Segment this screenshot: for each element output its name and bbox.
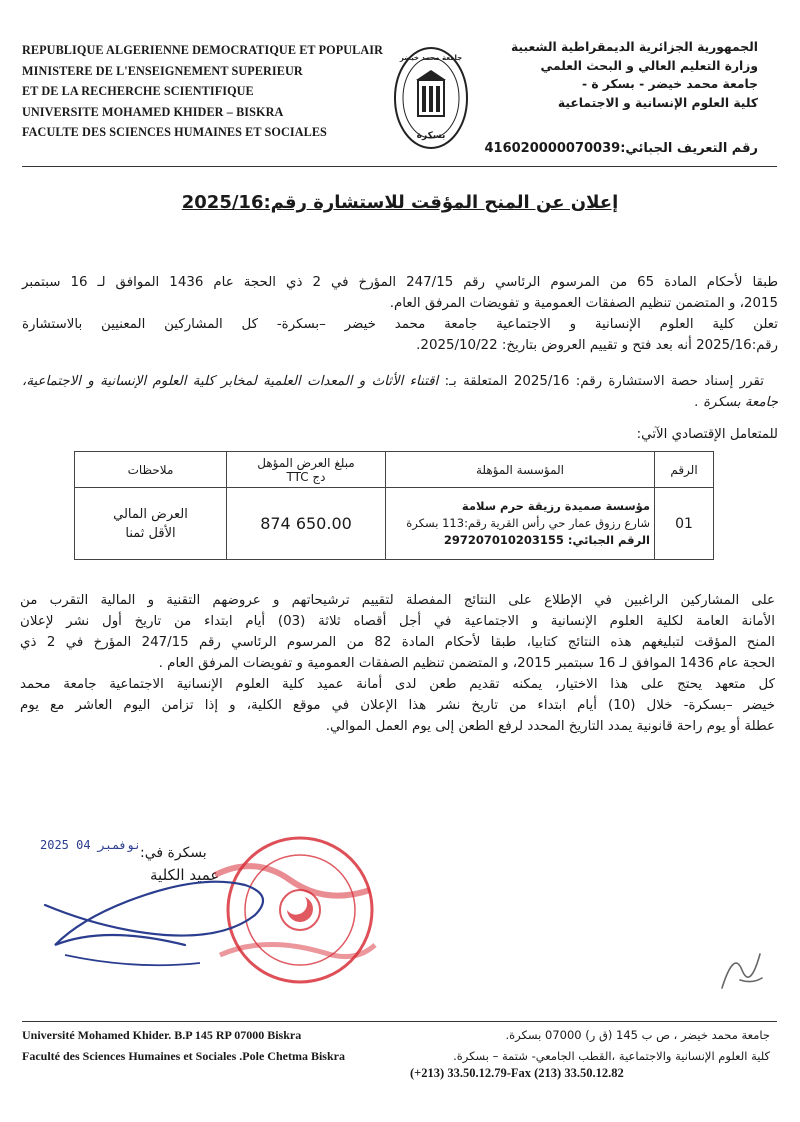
header-ar-line: كلية العلوم الإنسانية و الاجتماعية — [557, 95, 758, 110]
award-subject: اقتناء الأثاث و المعدات العلمية لمخابر كلية العلوم الإنسانية و الاجتماعية، جامعة بسكرة . — [22, 374, 778, 410]
header-fr-line: ET DE LA RECHERCHE SCIENTIFIQUE — [22, 84, 254, 98]
cell-number: 01 — [655, 488, 714, 560]
text-line: 2015، و المتضمن تنظيم الصفقات العمومية و تفويضات المرفق العام. — [389, 296, 778, 311]
cell-institution: مؤسسة صميدة رزيقة حرم سلامة شارع رزوق عمار حي رأس القرية رقم:113 بسكرة الرقم الجبائي: 297207010203155 — [386, 488, 655, 560]
paragraph-operator: للمتعامل الإقتصادي الآتي: — [636, 427, 778, 442]
cell-notes: العرض المالي الأقل ثمنا — [75, 488, 227, 560]
col-header-institution: المؤسسة المؤهلة — [386, 452, 655, 488]
handwritten-mark — [712, 940, 772, 1000]
footer-french — [22, 1025, 412, 1067]
page-title: إعلان عن المنح المؤقت للاستشارة رقم:2025/16 — [181, 192, 619, 213]
official-stamp — [25, 835, 385, 985]
footer-fr-line: Université Mohamed Khider. B.P 145 RP 07000 Biskra — [22, 1028, 302, 1042]
col-header-number: الرقم — [655, 452, 714, 488]
text-line: الأمانة العامة لكلية العلوم الإنسانية و الاجتماعية في أجل أقصاه ثلاثة (03) أيام ابتداء من تاريخ أول نشر لإعلان — [20, 614, 775, 629]
cell-amount: 874 650.00 — [227, 488, 386, 560]
footer-phone: (+213) 33.50.12.79-Fax (213) 33.50.12.82 — [410, 1066, 624, 1080]
header-fr-line: MINISTERE DE L'ENSEIGNEMENT SUPERIEUR — [22, 63, 303, 78]
footer-arabic — [390, 1025, 770, 1067]
footer-fr-line: Faculté des Sciences Humaines et Sociales .Pole Chetma Biskra — [22, 1049, 345, 1063]
header-fr-line: UNIVERSITE MOHAMED KHIDER – BISKRA — [22, 104, 284, 119]
header-fr-line: FACULTE DES SCIENCES HUMAINES ET SOCIALES — [22, 125, 327, 139]
paragraph-award — [22, 371, 778, 413]
table-header-row — [75, 452, 714, 488]
text-line: تعلن كلية العلوم الإنسانية و الاجتماعية جامعة محمد خيضر –بسكرة- كل المشاركين المعنيين بالاستشارة — [22, 317, 778, 332]
university-logo — [392, 46, 470, 150]
paragraph-legal-basis — [22, 272, 778, 356]
text-line: كل متعهد يحتج على هذا الاختيار، يمكنه تقديم طعن لدى أمانة عميد كلية العلوم الإنسانية الاجتماعية جامعة محمد — [20, 677, 775, 692]
footer-ar-line: جامعة محمد خيضر ، ص ب 145 (ق ر) 07000 بسكرة. — [505, 1028, 770, 1042]
award-intro: تقرر إسناد حصة الاستشارة رقم: 2025/16 المتعلقة بـ: — [444, 374, 764, 389]
col-header-amount: مبلغ العرض المؤهل دج TTC — [227, 452, 386, 488]
footer-divider — [22, 1021, 777, 1022]
header-arabic — [498, 38, 758, 112]
logo-bottom-text: بسكرة — [416, 131, 446, 141]
award-table — [74, 451, 714, 560]
table-row — [75, 488, 714, 560]
header-ar-line: الجمهورية الجزائرية الديمقراطية الشعبية — [510, 40, 758, 54]
date-stamp: 2025 نوفمبر 04 — [40, 838, 142, 852]
text-line: رقم:2025/16 أنه بعد فتح و تقييم العروض بتاريخ: 2025/10/22. — [416, 338, 778, 353]
footer-ar-line: كلية العلوم الإنسانية والاجتماعية ،القطب الجامعي- شتمة – بسكرة. — [453, 1049, 770, 1063]
text-line: عطلة أو يوم راحة قانونية يمدد التاريخ المحدد لرفع الطعن إلى يوم العمل الموالي. — [325, 719, 775, 734]
signature-role: عميد الكلية — [150, 866, 220, 884]
paragraph-appeal — [20, 590, 775, 737]
text-line: خيضر –بسكرة- خلال (10) أيام ابتداء من تاريخ نشر هذا الإعلان في موقع الكلية، و إذا تزامن اليوم العاشر مع يوم — [20, 698, 775, 713]
tax-id: رقم التعريف الجبائي:416020000070039 — [484, 141, 758, 156]
text-line: الحجة عام 1436 الموافق لـ 16 سبتمبر 2015، و المتضمن تنظيم الصفقات العمومية و تفويضات المرفق العام . — [158, 656, 775, 671]
text-line: طبقا لأحكام المادة 65 من المرسوم الرئاسي رقم 247/15 المؤرخ في 2 ذي الحجة عام 1436 الموافق لـ 16 سبتمبر — [22, 275, 779, 290]
header-divider — [22, 166, 777, 167]
header-french — [22, 40, 392, 143]
text-line: المنح المؤقت لتبليغهم هذه النتائج كتابيا، طبقا لأحكام المادة 82 من المرسوم الرئاسي رقم 247/15 المؤرخ في 2 ذي — [20, 635, 775, 650]
signature-place: بسكرة في: — [140, 845, 207, 861]
col-header-notes: ملاحظات — [75, 452, 227, 488]
header-ar-line: وزارة التعليم العالي و البحث العلمي — [540, 58, 758, 73]
header-ar-line: جامعة محمد خيضر - بسكر ة - — [581, 77, 758, 91]
header-fr-line: REPUBLIQUE ALGERIENNE DEMOCRATIQUE ET POPULAIR — [22, 43, 384, 57]
text-line: على المشاركين الراغبين في الإطلاع على النتائج المفصلة لتقييم ترشيحاتهم و عروضهم التقنية و المالية التقرب من — [20, 593, 775, 608]
logo-top-text: جامعة محمد خيضر — [399, 54, 463, 62]
